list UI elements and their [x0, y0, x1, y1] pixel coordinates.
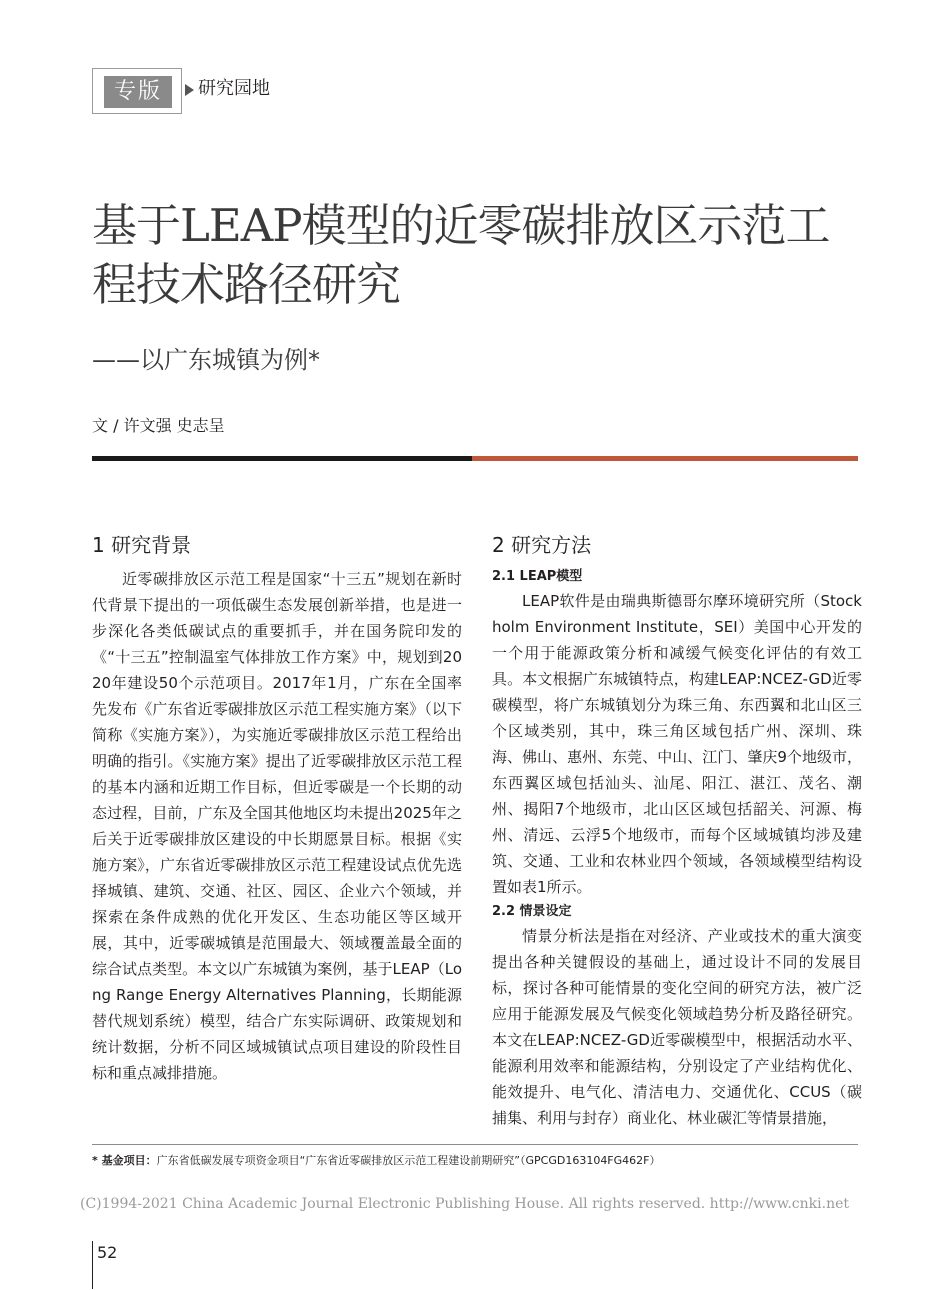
leap-paragraph: LEAP软件是由瑞典斯德哥尔摩环境研究所（Stockholm Environment Institute，SEI）美国中心开发的一个用于能源政策分析和减缓气候变化评估的有效工具。本文根据广东城镇特点，构建LEAP:NCEZ-GD近零碳模型，将广东城镇划分为珠三角、东西翼和北山区三个区域类别，其中，珠三角区域包括广州、深圳、珠海、佛山、惠州、东莞、中山、江门、肇庆9个地级市，东西翼区域包括汕头、汕尾、阳江、湛江、茂名、潮州、揭阳7个地级市，北山区区域包括韶关、河源、梅州、清远、云浮5个地级市，而每个区域城镇均涉及建筑、交通、工业和农林业四个领域，各领域模型结构设置如表1所示。	[492, 592, 862, 896]
section-tag-label: 专版	[104, 76, 172, 108]
article-title: 基于LEAP模型的近零碳排放区示范工程技术路径研究	[92, 199, 830, 311]
copyright-watermark: (C)1994-2021 China Academic Journal Electronic Publishing House. All rights reserved. http://www.cnki.net	[80, 1196, 850, 1212]
footnote-label: * 基金项目：	[92, 1154, 157, 1167]
footnote-text: 广东省低碳发展专项资金项目“广东省近零碳排放区示范工程建设前期研究”（GPCGD163104FG462F）	[156, 1154, 661, 1167]
section-heading-methods: 2 研究方法	[492, 533, 592, 557]
page-number-rule	[92, 1241, 93, 1289]
subsection-heading-scenario: 2.2 情景设定	[492, 904, 572, 919]
title-rule-dark	[92, 456, 472, 461]
background-paragraph: 近零碳排放区示范工程是国家“十三五”规划在新时代背景下提出的一项低碳生态发展创新举措，也是进一步深化各类低碳试点的重要抓手，并在国务院印发的《“十三五”控制温室气体排放工作方案》中，规划到2020年建设50个示范项目。2017年1月，广东在全国率先发布《广东省近零碳排放区示范工程实施方案》（以下简称《实施方案》），为实施近零碳排放区示范工程给出明确的指引。《实施方案》提出了近零碳排放区示范工程的基本内涵和近期工作目标，但近零碳是一个长期的动态过程，目前，广东及全国其他地区均未提出2025年之后关于近零碳排放区建设的中长期愿景目标。根据《实施方案》，广东省近零碳排放区示范工程建设试点优先选择城镇、建筑、交通、社区、园区、企业六个领域，并探索在条件成熟的优化开发区、生态功能区等区域开展，其中，近零碳城镇是范围最大、领域覆盖最全面的综合试点类型。本文以广东城镇为案例，基于LEAP（Long Range Energy Alternatives Planning，长期能源替代规划系统）模型，结合广东实际调研、政策规划和统计数据，分析不同区域城镇试点项目建设的阶段性目标和重点减排措施。	[92, 570, 462, 1082]
section-tag	[92, 68, 182, 114]
article-subtitle: ——以广东城镇为例*	[92, 346, 320, 374]
page-number: 52	[97, 1243, 118, 1262]
right-column	[492, 528, 862, 1131]
title-rule-accent	[472, 456, 858, 461]
left-column	[92, 528, 462, 1086]
triangle-right-icon	[185, 84, 194, 96]
scenario-paragraph: 情景分析法是指在对经济、产业或技术的重大演变提出各种关键假设的基础上，通过设计不同的发展目标，探讨各种可能情景的变化空间的研究方法，被广泛应用于能源发展及气候变化领域趋势分析及路径研究。本文在LEAP:NCEZ-GD近零碳模型中，根据活动水平、能源利用效率和能源结构，分别设定了产业结构优化、能效提升、电气化、清洁电力、交通优化、CCUS（碳捕集、利用与封存）商业化、林业碳汇等情景措施，	[492, 927, 862, 1127]
article-authors: 文 / 许文强 史志呈	[92, 416, 225, 435]
section-name: 研究园地	[198, 78, 270, 99]
section-heading-background: 1 研究背景	[92, 533, 192, 557]
footnote-rule	[92, 1144, 858, 1145]
footnote	[92, 1151, 862, 1171]
subsection-heading-leap: 2.1 LEAP模型	[492, 569, 583, 584]
